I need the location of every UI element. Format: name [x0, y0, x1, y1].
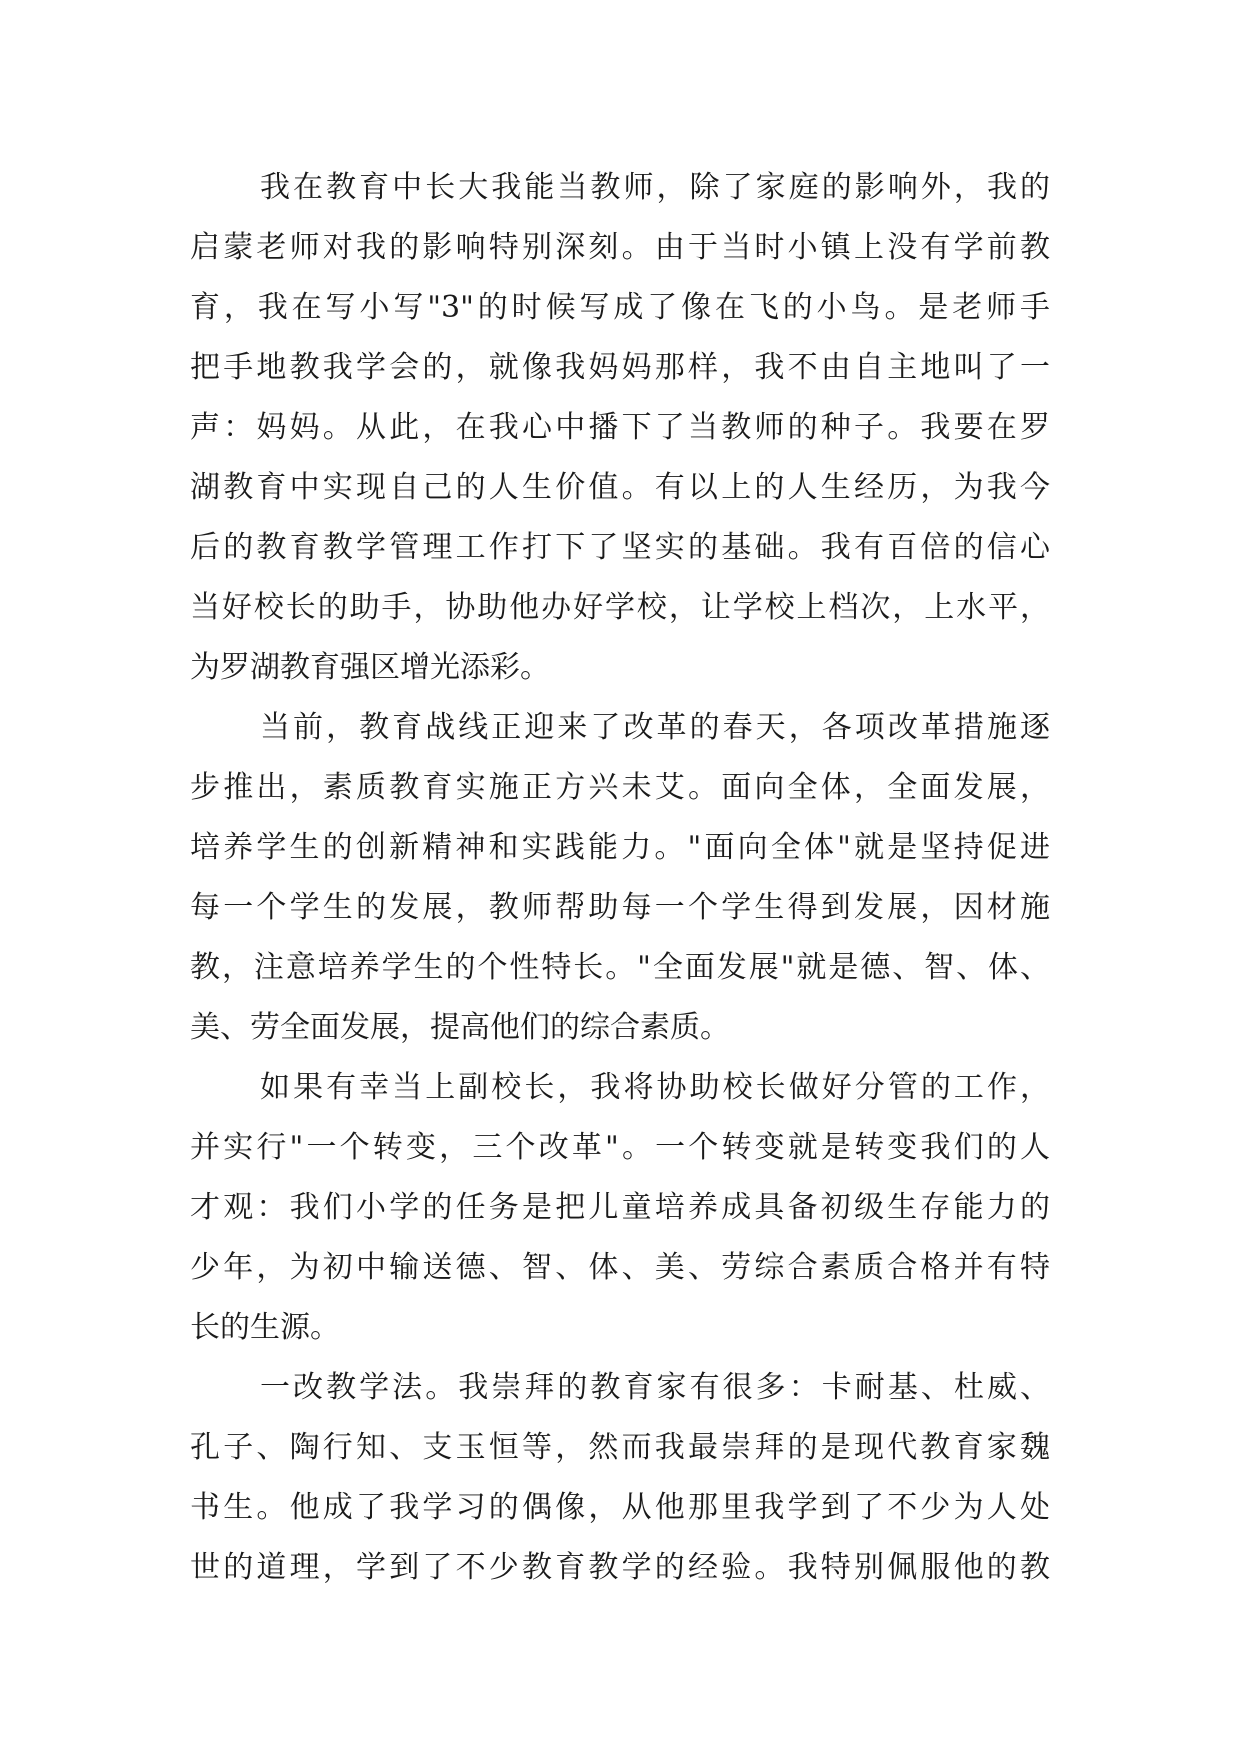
text-line: 把手地教我学会的，就像我妈妈那样，我不由自主地叫了一 — [190, 350, 1050, 385]
text-line: 书生。他成了我学习的偶像，从他那里我学到了不少为人处 — [190, 1490, 1050, 1525]
text-line: 一改教学法。我崇拜的教育家有很多：卡耐基、杜威、 — [260, 1370, 1050, 1405]
text-line: 培养学生的创新精神和实践能力。"面向全体"就是坚持促进 — [190, 830, 1050, 865]
paragraph-4 — [190, 1358, 1050, 1598]
text-line: 并实行"一个转变，三个改革"。一个转变就是转变我们的人 — [190, 1130, 1050, 1165]
text-line: 教，注意培养学生的个性特长。"全面发展"就是德、智、体、 — [190, 950, 1050, 985]
text-line: 声：妈妈。从此，在我心中播下了当教师的种子。我要在罗 — [190, 410, 1050, 445]
text-line: 当前，教育战线正迎来了改革的春天，各项改革措施逐 — [260, 710, 1050, 745]
text-line: 少年，为初中输送德、智、体、美、劳综合素质合格并有特 — [190, 1250, 1050, 1285]
text-line: 当好校长的助手，协助他办好学校，让学校上档次，上水平， — [190, 590, 1050, 625]
text-line: 世的道理，学到了不少教育教学的经验。我特别佩服他的教 — [190, 1550, 1050, 1585]
text-line: 我在教育中长大我能当教师，除了家庭的影响外，我的 — [260, 170, 1050, 205]
text-line: 为罗湖教育强区增光添彩。 — [190, 650, 550, 685]
text-line: 湖教育中实现自己的人生价值。有以上的人生经历，为我今 — [190, 470, 1050, 505]
text-line: 美、劳全面发展，提高他们的综合素质。 — [190, 1010, 730, 1045]
text-line: 才观：我们小学的任务是把儿童培养成具备初级生存能力的 — [190, 1190, 1050, 1225]
text-line: 启蒙老师对我的影响特别深刻。由于当时小镇上没有学前教 — [190, 230, 1050, 265]
text-line: 步推出，素质教育实施正方兴未艾。面向全体，全面发展， — [190, 770, 1050, 805]
text-line: 育，我在写小写"3"的时候写成了像在飞的小鸟。是老师手 — [190, 290, 1050, 325]
paragraph-2 — [190, 698, 1050, 1058]
text-line: 每一个学生的发展，教师帮助每一个学生得到发展，因材施 — [190, 890, 1050, 925]
document-body — [190, 158, 1050, 1598]
paragraph-1 — [190, 158, 1050, 698]
paragraph-3 — [190, 1058, 1050, 1358]
text-line: 孔子、陶行知、支玉恒等，然而我最崇拜的是现代教育家魏 — [190, 1430, 1050, 1465]
text-line: 长的生源。 — [190, 1310, 340, 1345]
text-line: 如果有幸当上副校长，我将协助校长做好分管的工作， — [260, 1070, 1050, 1105]
text-line: 后的教育教学管理工作打下了坚实的基础。我有百倍的信心 — [190, 530, 1050, 565]
